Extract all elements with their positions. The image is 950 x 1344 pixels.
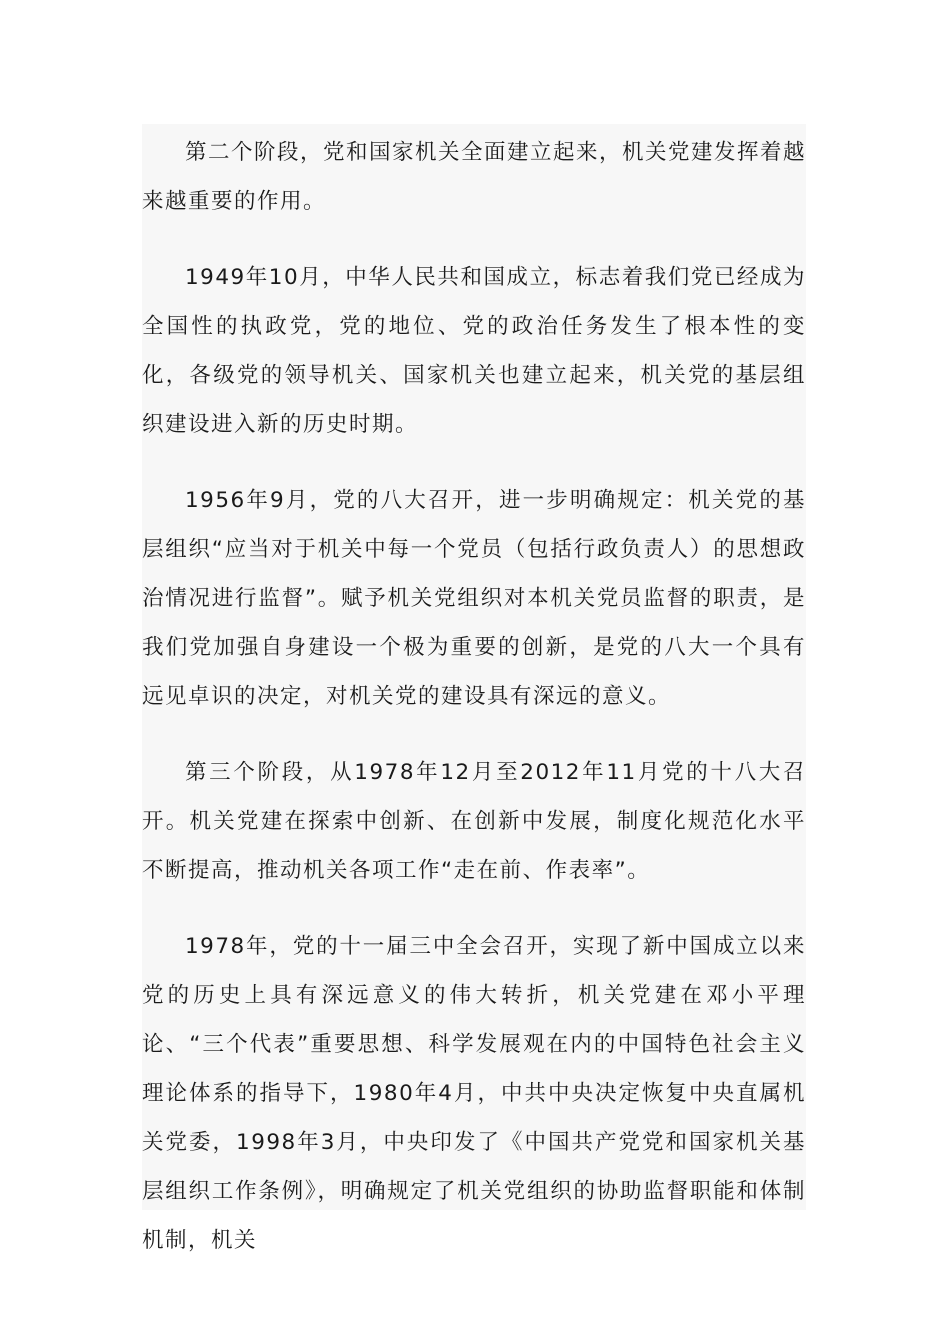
paragraph: 第二个阶段，党和国家机关全面建立起来，机关党建发挥着越来越重要的作用。	[142, 140, 807, 214]
paragraph: 1978年，党的十一届三中全会召开，实现了新中国成立以来党的历史上具有深远意义的伟大转折，机关党建在邓小平理论、“三个代表”重要思想、科学发展观在内的中国特色社会主义理论体系的指导下，1980年4月，中共中央决定恢复中央直属机关党委，1998年3月，中央印发了《中国共产党党和国家机关基层组织工作条例》，明确规定了机关党组织的协助监督职能和体制机制，机关	[142, 934, 806, 1253]
paragraph: 1949年10月，中华人民共和国成立，标志着我们党已经成为全国性的执政党，党的地位、党的政治任务发生了根本性的变化，各级党的领导机关、国家机关也建立起来，机关党的基层组织建设进入新的历史时期。	[142, 265, 806, 437]
paragraph-list	[142, 124, 806, 1265]
paragraph: 1956年9月，党的八大召开，进一步明确规定：机关党的基层组织“应当对于机关中每一个党员（包括行政负责人）的思想政治情况进行监督”。赋予机关党组织对本机关党员监督的职责，是我们党加强自身建设一个极为重要的创新，是党的八大一个具有远见卓识的决定，对机关党的建设具有深远的意义。	[142, 488, 806, 709]
document-text-block	[142, 124, 807, 1253]
paragraph: 第三个阶段，从1978年12月至2012年11月党的十八大召开。机关党建在探索中创新、在创新中发展，制度化规范化水平不断提高，推动机关各项工作“走在前、作表率”。	[142, 760, 806, 883]
